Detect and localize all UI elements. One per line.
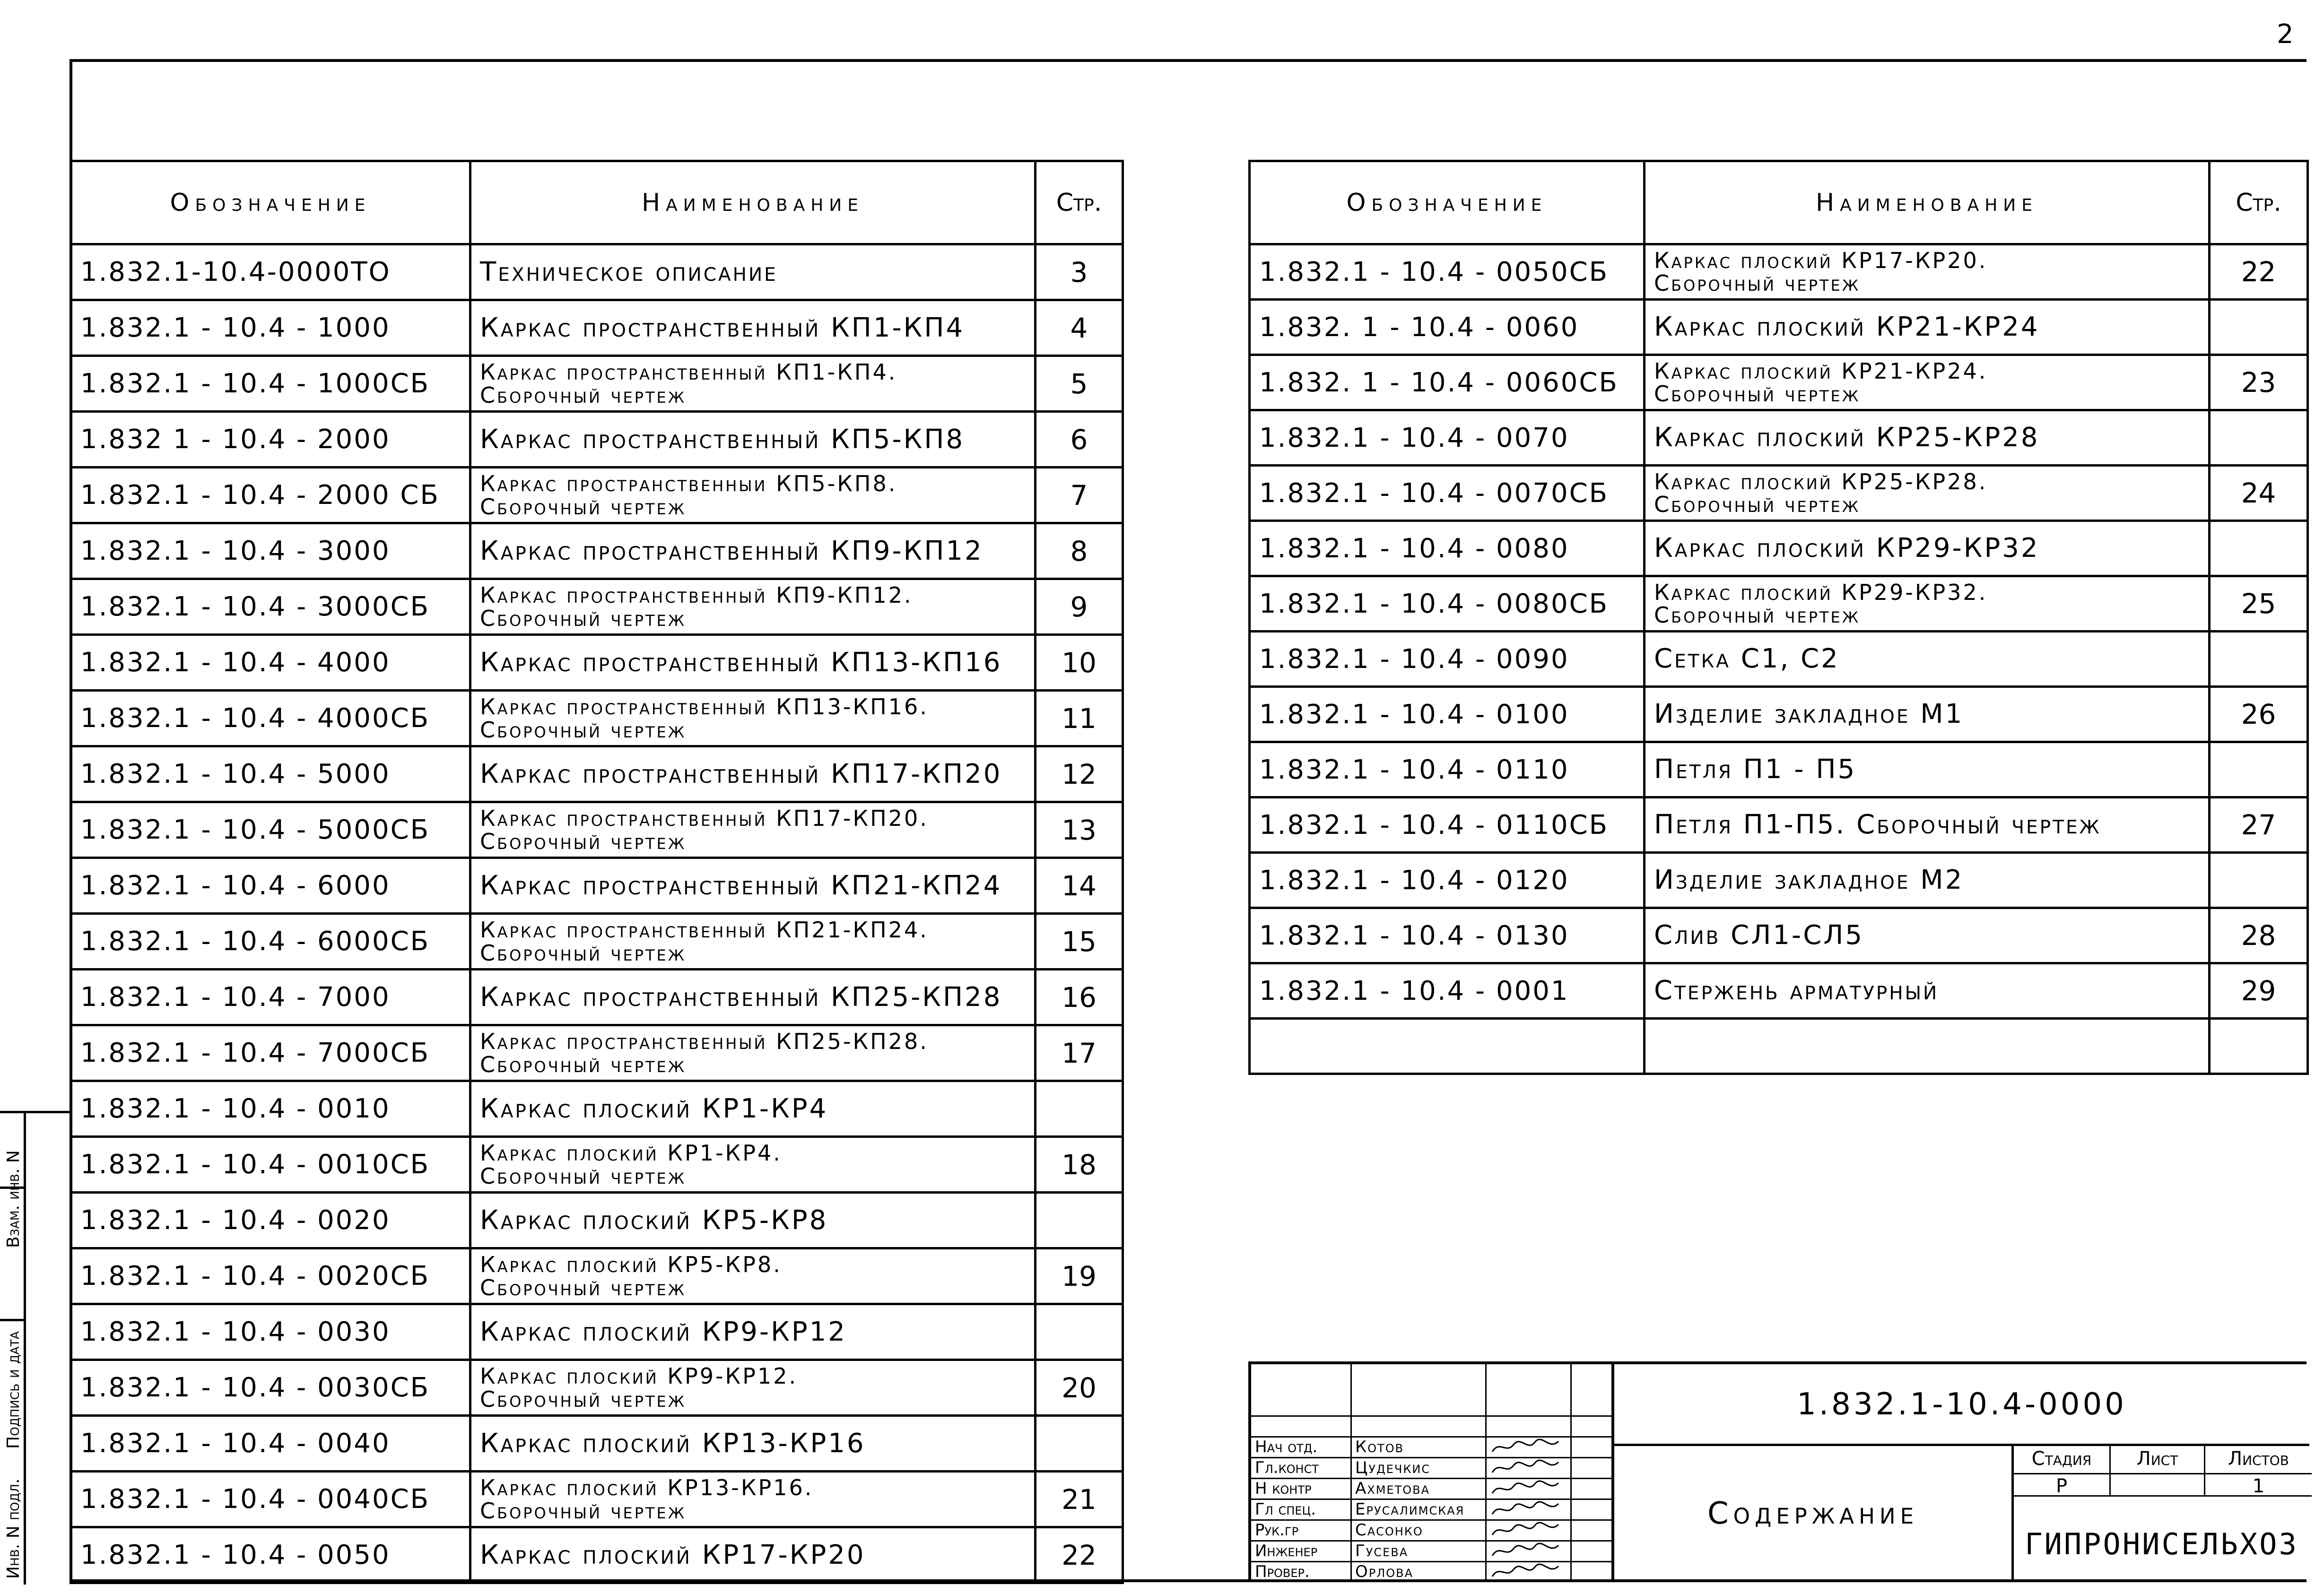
- row-page: 24: [2210, 466, 2308, 521]
- row-name: [1645, 244, 2210, 300]
- table-row: [71, 858, 1123, 914]
- row-code: 1.832.1 - 10.4 - 7000СБ: [71, 1025, 470, 1081]
- sheets-label: Листов: [2228, 1448, 2289, 1470]
- row-code: 1.832.1 - 10.4 - 7000: [71, 970, 470, 1025]
- row-code: 1.832.1 - 10.4 - 4000: [71, 635, 470, 691]
- row-code: 1.832.1 - 10.4 - 0001: [1250, 963, 1645, 1019]
- row-page: 7: [1036, 468, 1123, 523]
- row-code: 1.832.1 - 10.4 - 5000: [71, 746, 470, 802]
- row-name: [470, 691, 1036, 746]
- row-name: [1645, 521, 2210, 576]
- table-row: [1250, 632, 2308, 687]
- row-name-line: Сборочный чертеж: [480, 1051, 687, 1077]
- row-name: [470, 579, 1036, 635]
- row-page: 8: [1036, 523, 1123, 579]
- table-row: [71, 244, 1123, 300]
- table-row: [71, 356, 1123, 412]
- row-page: [1036, 1304, 1123, 1360]
- signature-name: Ахметова: [1355, 1479, 1430, 1498]
- header-name: Наименование: [1645, 161, 2210, 244]
- row-code: 1.832.1 - 10.4 - 1000СБ: [71, 356, 470, 412]
- row-code: 1.832.1 - 10.4 - 0050: [71, 1527, 470, 1583]
- row-page: [1036, 1193, 1123, 1248]
- signature-grid-line: [1251, 1415, 1614, 1436]
- row-page: [2210, 410, 2308, 466]
- row-name: [470, 1416, 1036, 1472]
- row-code: 1.832.1 - 10.4 - 0100: [1250, 687, 1645, 742]
- row-page: [1036, 1081, 1123, 1137]
- row-code: 1.832.1 - 10.4 - 0120: [1250, 853, 1645, 908]
- row-page: 3: [1036, 244, 1123, 300]
- row-page: 22: [1036, 1527, 1123, 1583]
- row-code: 1.832.1 - 10.4 - 0110: [1250, 742, 1645, 797]
- table-row: [71, 970, 1123, 1025]
- row-name-line: Сборочный чертеж: [480, 494, 687, 520]
- row-name-line: Каркас плоский КР5-КР8.: [480, 1252, 782, 1278]
- row-name: [1645, 742, 2210, 797]
- row-page: 14: [1036, 858, 1123, 914]
- table-row: [1250, 244, 2308, 300]
- row-name: [1645, 1019, 2210, 1074]
- row-name-line: Сборочный чертеж: [1654, 492, 1861, 517]
- row-code: 1.832.1 - 10.4 - 6000СБ: [71, 914, 470, 970]
- table-row: [1250, 300, 2308, 355]
- row-page: 19: [1036, 1248, 1123, 1304]
- row-name-line: Каркас пространственный КП21-КП24: [480, 870, 1002, 901]
- row-page: 4: [1036, 300, 1123, 356]
- organization-name: ГИПРОНИСЕЛЬХОЗ: [2025, 1527, 2298, 1561]
- table-row: [71, 468, 1123, 523]
- row-code: 1.832.1 - 10.4 - 0030: [71, 1304, 470, 1360]
- header-code: Обозначение: [71, 161, 470, 244]
- row-code: 1.832. 1 - 10.4 - 0060СБ: [1250, 355, 1645, 410]
- table-row: [71, 746, 1123, 802]
- table-row: [1250, 1019, 2308, 1074]
- side-label-signature: Подпись и дата: [4, 1331, 23, 1449]
- row-page: 5: [1036, 356, 1123, 412]
- signature-row: [1251, 1436, 1614, 1457]
- page-number: 2: [2277, 19, 2294, 50]
- row-name: [470, 1360, 1036, 1416]
- row-name-line: Каркас плоский КР13-КР16: [480, 1428, 866, 1459]
- table-row: [1250, 742, 2308, 797]
- signature-row: [1251, 1540, 1614, 1561]
- row-code: 1.832.1 - 10.4 - 4000СБ: [71, 691, 470, 746]
- row-code: 1.832.1 - 10.4 - 0050СБ: [1250, 244, 1645, 300]
- row-page: 25: [2210, 576, 2308, 632]
- signature-role: Рук.гр: [1255, 1521, 1299, 1540]
- signature-role: Провер.: [1255, 1562, 1310, 1581]
- signature-role: Н контр: [1255, 1479, 1312, 1498]
- row-name: [470, 858, 1036, 914]
- row-code: 1.832.1 - 10.4 - 6000: [71, 858, 470, 914]
- signature-name: Гусева: [1355, 1542, 1409, 1560]
- header-code: Обозначение: [1250, 161, 1645, 244]
- row-code: 1.832.1 - 10.4 - 0010: [71, 1081, 470, 1137]
- handwritten-signature: [1490, 1562, 1561, 1585]
- row-code: 1.832.1 - 10.4 - 0040СБ: [71, 1472, 470, 1527]
- table-row: [1250, 687, 2308, 742]
- table-row: [71, 579, 1123, 635]
- row-code: [1250, 1019, 1645, 1074]
- row-name-line: Каркас пространственный КП13-КП16: [480, 647, 1002, 678]
- row-page: [2210, 1019, 2308, 1074]
- table-row: [1250, 853, 2308, 908]
- signature-name: Цудечкис: [1355, 1458, 1431, 1477]
- table-row: [71, 1137, 1123, 1193]
- row-name: [1645, 576, 2210, 632]
- row-code: 1.832.1 - 10.4 - 0010СБ: [71, 1137, 470, 1193]
- row-page: 10: [1036, 635, 1123, 691]
- row-name-line: Каркас плоский КР25-КР28: [1654, 422, 2040, 453]
- row-code: 1.832.1 - 10.4 - 0070: [1250, 410, 1645, 466]
- signature-grid: [1251, 1364, 1614, 1582]
- row-code: 1.832.1 - 10.4 - 0130: [1250, 908, 1645, 963]
- row-code: 1.832.1 - 10.4 - 0090: [1250, 632, 1645, 687]
- row-page: 16: [1036, 970, 1123, 1025]
- signature-role: Нач отд.: [1255, 1438, 1318, 1456]
- row-page: 9: [1036, 579, 1123, 635]
- signature-role: Гл.конст: [1255, 1458, 1319, 1477]
- table-row: [71, 412, 1123, 468]
- row-name-line: Каркас пространственный КП13-КП16.: [480, 694, 929, 720]
- row-name: [470, 1248, 1036, 1304]
- row-code: 1.832.1 - 10.4 - 0020: [71, 1193, 470, 1248]
- row-name: [1645, 687, 2210, 742]
- row-name-line: Каркас плоский КР13-КР16.: [480, 1475, 814, 1501]
- sheet-value: [2111, 1473, 2205, 1497]
- row-name-line: Каркас пространственный КП1-КП4.: [480, 359, 897, 385]
- table-row: [71, 1025, 1123, 1081]
- signature-row: [1251, 1499, 1614, 1519]
- stage-label: Стадия: [2014, 1445, 2111, 1473]
- row-page: [2210, 300, 2308, 355]
- row-code: 1.832.1 - 10.4 - 5000СБ: [71, 802, 470, 858]
- table-row: [1250, 410, 2308, 466]
- row-name-line: Каркас плоский КР1-КР4: [480, 1093, 828, 1124]
- row-name: [470, 468, 1036, 523]
- row-name: [1645, 410, 2210, 466]
- row-name-line: Сборочный чертеж: [480, 1274, 687, 1300]
- row-page: [1036, 1416, 1123, 1472]
- row-name: [1645, 908, 2210, 963]
- row-name-line: Сборочный чертеж: [480, 717, 687, 743]
- side-stamp-field: [24, 1113, 70, 1585]
- row-page: [2210, 742, 2308, 797]
- row-name-line: Сборочный чертеж: [480, 1163, 687, 1189]
- table-row: [71, 1360, 1123, 1416]
- table-row: [71, 1248, 1123, 1304]
- row-page: 23: [2210, 355, 2308, 410]
- table-row: [71, 802, 1123, 858]
- row-code: 1.832.1 - 10.4 - 0080СБ: [1250, 576, 1645, 632]
- row-name-line: Каркас плоский КР17-КР20: [480, 1539, 866, 1570]
- row-name-line: Сборочный чертеж: [480, 605, 687, 631]
- table-row: [1250, 963, 2308, 1019]
- signature-name: Котов: [1355, 1438, 1404, 1456]
- row-page: 28: [2210, 908, 2308, 963]
- row-name: [470, 412, 1036, 468]
- sheet-label: Лист: [2111, 1445, 2205, 1473]
- row-name-line: Каркас пространственный КП17-КП20: [480, 758, 1002, 789]
- signature-row: [1251, 1478, 1614, 1499]
- signature-role: Гл спец.: [1255, 1500, 1316, 1519]
- table-row: [71, 1527, 1123, 1583]
- row-code: 1.832.1 - 10.4 - 3000СБ: [71, 579, 470, 635]
- row-name-line: Изделие закладное М2: [1654, 865, 1964, 895]
- title-block: [1248, 1361, 2307, 1582]
- signature-name: Ерусалимская: [1355, 1500, 1465, 1519]
- row-name: [470, 635, 1036, 691]
- signature-row: [1251, 1519, 1614, 1540]
- row-name-line: Стержень арматурный: [1654, 975, 1939, 1006]
- table-row: [71, 1193, 1123, 1248]
- side-label-inventory: Инв. N подл.: [4, 1478, 23, 1579]
- row-name: [470, 802, 1036, 858]
- row-name: [470, 970, 1036, 1025]
- row-name-line: Сетка С1, С2: [1654, 643, 1840, 674]
- row-name: [1645, 632, 2210, 687]
- row-name-line: Каркас пространственный КП25-КП28.: [480, 1029, 929, 1055]
- row-name-line: Каркас пространственный КП9-КП12.: [480, 582, 913, 608]
- table-row: [71, 914, 1123, 970]
- row-name-line: Слив СЛ1-СЛ5: [1654, 920, 1864, 951]
- sheets-value: 1: [2205, 1473, 2312, 1497]
- row-name-line: Сборочный чертеж: [480, 1386, 687, 1412]
- row-name-line: Каркас плоский КР29-КР32: [1654, 533, 2040, 563]
- row-name-line: Техническое описание: [480, 256, 778, 287]
- table-row: [71, 300, 1123, 356]
- row-name: [470, 1304, 1036, 1360]
- header-page: Стр.: [1036, 161, 1123, 244]
- row-name-line: Каркас пространственный КП17-КП20.: [480, 806, 929, 832]
- table-row: [71, 1304, 1123, 1360]
- table-row: [71, 635, 1123, 691]
- row-name: [470, 523, 1036, 579]
- row-page: 6: [1036, 412, 1123, 468]
- row-name-line: Каркас плоский КР25-КР28.: [1654, 468, 1988, 494]
- row-name-line: Каркас пространственныи КП5-КП8.: [480, 471, 897, 497]
- row-name: [470, 746, 1036, 802]
- row-name: [470, 1527, 1036, 1583]
- row-page: 11: [1036, 691, 1123, 746]
- row-code: 1.832. 1 - 10.4 - 0060: [1250, 300, 1645, 355]
- row-page: 26: [2210, 687, 2308, 742]
- table-row: [71, 523, 1123, 579]
- row-name-line: Сборочный чертеж: [480, 382, 687, 408]
- row-page: [2210, 521, 2308, 576]
- row-name-line: Каркас плоский КР21-КР24: [1654, 312, 2040, 342]
- row-name: [470, 300, 1036, 356]
- row-page: 15: [1036, 914, 1123, 970]
- row-page: 18: [1036, 1137, 1123, 1193]
- row-page: 29: [2210, 963, 2308, 1019]
- side-label-replace: Взам. инв. N: [4, 1150, 23, 1248]
- row-page: 17: [1036, 1025, 1123, 1081]
- row-name: [470, 1025, 1036, 1081]
- row-name: [1645, 797, 2210, 853]
- contents-table-left: [70, 160, 1124, 1584]
- signature-name: Сасонко: [1355, 1521, 1423, 1540]
- row-page: [2210, 632, 2308, 687]
- row-name-line: Каркас плоский КР5-КР8: [480, 1204, 828, 1236]
- row-name-line: Каркас плоский КР21-КР24.: [1654, 358, 1988, 384]
- row-name-line: Петля П1 - П5: [1654, 754, 1857, 785]
- row-page: 22: [2210, 244, 2308, 300]
- signature-row: [1251, 1561, 1614, 1582]
- row-name: [1645, 466, 2210, 521]
- row-name-line: Сборочный чертеж: [1654, 602, 1861, 628]
- row-code: 1.832.1 - 10.4 - 1000: [71, 300, 470, 356]
- table-row: [1250, 576, 2308, 632]
- table-row: [71, 1416, 1123, 1472]
- row-name-line: Каркас плоский КР1-КР4.: [480, 1140, 782, 1166]
- row-name-line: Каркас плоский КР17-КР20.: [1654, 247, 1988, 273]
- row-page: 20: [1036, 1360, 1123, 1416]
- row-code: 1.832.1 - 10.4 - 0020СБ: [71, 1248, 470, 1304]
- row-name-line: Каркас пространственный КП9-КП12: [480, 535, 984, 566]
- stage-value: Р: [2014, 1473, 2111, 1497]
- row-name: [1645, 355, 2210, 410]
- table-row: [1250, 355, 2308, 410]
- table-row: [1250, 797, 2308, 853]
- row-code: 1.832.1 - 10.4 - 0110СБ: [1250, 797, 1645, 853]
- table-row: [1250, 521, 2308, 576]
- signature-name: Орлова: [1355, 1562, 1414, 1581]
- header-name: Наименование: [470, 161, 1036, 244]
- row-code: 1.832.1 - 10.4 - 0070СБ: [1250, 466, 1645, 521]
- row-name-line: Каркас пространственный КП21-КП24.: [480, 917, 929, 943]
- document-title: Содержание: [1707, 1496, 1919, 1531]
- row-code: 1.832.1 - 10.4 - 0040: [71, 1416, 470, 1472]
- row-page: 13: [1036, 802, 1123, 858]
- row-code: 1.832 1 - 10.4 - 2000: [71, 412, 470, 468]
- row-page: 27: [2210, 797, 2308, 853]
- row-name-line: Каркас плоский КР9-КР12: [480, 1316, 847, 1347]
- row-name-line: Петля П1-П5. Сборочный чертеж: [1654, 809, 2101, 840]
- row-name-line: Сборочный чертеж: [1654, 381, 1861, 407]
- row-name-line: Сборочный чертеж: [480, 940, 687, 966]
- signature-role: Инженер: [1255, 1542, 1318, 1560]
- document-code: 1.832.1-10.4-0000: [1797, 1387, 2127, 1422]
- table-row: [71, 1081, 1123, 1137]
- row-name: [470, 1193, 1036, 1248]
- row-name: [470, 356, 1036, 412]
- row-code: 1.832.1 - 10.4 - 3000: [71, 523, 470, 579]
- row-name: [470, 1137, 1036, 1193]
- row-name: [1645, 963, 2210, 1019]
- row-code: 1.832.1-10.4-0000ТО: [71, 244, 470, 300]
- row-name: [470, 914, 1036, 970]
- row-name: [470, 1472, 1036, 1527]
- row-name-line: Каркас плоский КР9-КР12.: [480, 1363, 798, 1389]
- row-name-line: Каркас плоский КР29-КР32.: [1654, 579, 1988, 605]
- row-code: 1.832.1 - 10.4 - 2000 СБ: [71, 468, 470, 523]
- row-code: 1.832.1 - 10.4 - 0080: [1250, 521, 1645, 576]
- row-name-line: Каркас пространственный КП5-КП8: [480, 424, 965, 455]
- row-name: [470, 1081, 1036, 1137]
- table-row: [71, 691, 1123, 746]
- row-name-line: Каркас пространственный КП25-КП28: [480, 981, 1002, 1013]
- table-row: [71, 1472, 1123, 1527]
- row-name-line: Изделие закладное М1: [1654, 699, 1964, 729]
- stage-sheet-box: [2011, 1445, 2309, 1582]
- row-name-line: Сборочный чертеж: [480, 828, 687, 854]
- table-row: [1250, 466, 2308, 521]
- row-name-line: Сборочный чертеж: [480, 1498, 687, 1524]
- row-name-line: Каркас пространственный КП1-КП4: [480, 312, 965, 343]
- row-page: 12: [1036, 746, 1123, 802]
- header-page: Стр.: [2210, 161, 2308, 244]
- row-name: [1645, 853, 2210, 908]
- row-name: [470, 244, 1036, 300]
- table-row: [1250, 908, 2308, 963]
- row-name-line: Сборочный чертеж: [1654, 270, 1861, 296]
- contents-table-right: [1248, 160, 2309, 1075]
- row-page: [2210, 853, 2308, 908]
- row-name: [1645, 300, 2210, 355]
- row-page: 21: [1036, 1472, 1123, 1527]
- signature-row: [1251, 1457, 1614, 1478]
- row-code: 1.832.1 - 10.4 - 0030СБ: [71, 1360, 470, 1416]
